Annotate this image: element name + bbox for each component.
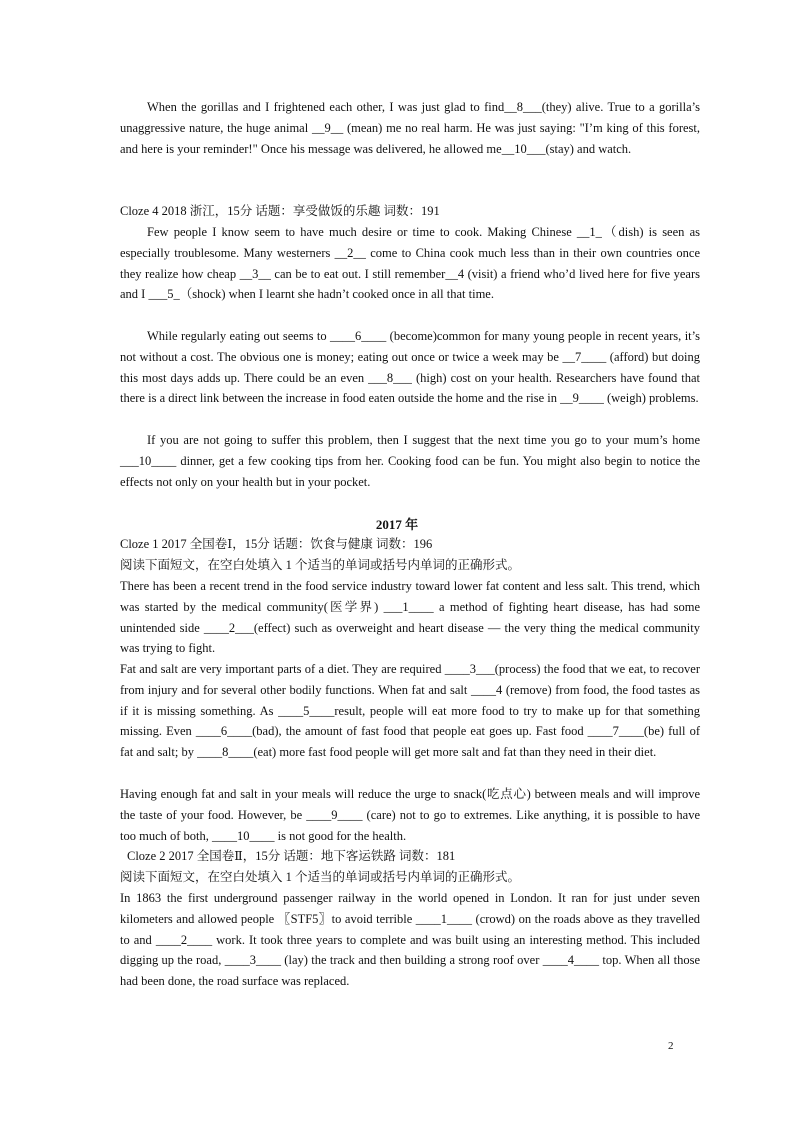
passage-paragraph: Few people I know seem to have much desire or time to cook. Making Chinese __1_（dish) is seen as especially troublesome. Many westerners __2__ come to China cook much less than in their own countries once they realize how cheap __3__ can be to eat out. I still remember__4 (visit) a friend who’d lived here for five years and I ___5_（shock) when I learnt she hadn’t cooked once in all that time. — [120, 225, 700, 302]
passage-paragraph: There has been a recent trend in the food service industry toward lower fat content and less salt. This trend, which was started by the medical community(医学界) ___1____ a method of fighting heart disease, has had some unintended side ____2___(effect) such as overweight and heart disease — the very thing the medical community was trying to fight. — [120, 579, 700, 656]
page-number: 2 — [668, 1040, 674, 1052]
cloze1-heading: Cloze 1 2017 全国卷Ⅰ，15分 话题：饮食与健康 词数：196 — [120, 537, 433, 551]
cloze2-instructions: 阅读下面短文，在空白处填入 1 个适当的单词或括号内单词的正确形式。 — [120, 870, 521, 884]
passage-paragraph: Fat and salt are very important parts of a diet. They are required ____3___(process) the food that we eat, to recover from injury and for several other bodily functions. When fat and salt ____4 (remove) from food, the food tastes as if it is missing something. As ____5____result, people will eat more food to try to make up for that something missing. Even ____6____(bad), the amount of fast food that people eat goes up. Fast food ____7____(be) full of fat and salt; by ____8____(eat) more fast food people will get more salt and fat than they need in their diet. — [120, 662, 700, 760]
passage-paragraph: While regularly eating out seems to ____6____ (become)common for many young people in recent years, it’s not without a cost. The obvious one is money; eating out once or twice a week may be __7____ (afford) but doing this most days adds up. There could be an even ___8___ (high) cost on your health. Researchers have found that there is a direct link between the increase in food eaten outside the home and the rise in __9____ (weigh) problems. — [120, 329, 700, 406]
passage-paragraph: If you are not going to suffer this problem, then I suggest that the next time you go to your mum’s home ___10____ dinner, get a few cooking tips from her. Cooking food can be fun. You might also begin to notice the effects not only on your health but in your pocket. — [120, 433, 700, 489]
year-heading: 2017 年 — [375, 517, 419, 532]
passage-paragraph: Having enough fat and salt in your meals will reduce the urge to snack(吃点心) between meals and will improve the taste of your food. However, be ____9____ (care) not to go to extremes. Like anything, it is possible to have too much of both, ____10____ is not good for the health. — [120, 787, 700, 843]
cloze4-heading: Cloze 4 2018 浙江，15分 话题：享受做饭的乐趣 词数：191 — [120, 204, 440, 218]
passage-paragraph: When the gorillas and I frightened each other, I was just glad to find__8___(they) alive. True to a gorilla’s unaggressive nature, the huge animal __9__ (mean) me no real harm. He was just saying: "I’m king of this forest, and here is your reminder!" Once his message was delivered, he allowed me__10___(stay) and watch. — [120, 100, 700, 156]
cloze2-heading: Cloze 2 2017 全国卷Ⅱ，15分 话题：地下客运铁路 词数：181 — [127, 849, 456, 863]
cloze1-instructions: 阅读下面短文，在空白处填入 1 个适当的单词或括号内单词的正确形式。 — [120, 558, 521, 572]
passage-paragraph: In 1863 the first underground passenger railway in the world opened in London. It ran for just under seven kilometers and allowed people 〖STF5〗to avoid terrible ____1____ (crowd) on the roads above as they travelled to and ____2____ work. It took three years to complete and was built using an interesting method. This included digging up the road, ____3____ (lay) the track and then building a strong roof over ____4____ top. When all those had been done, the road surface was replaced. — [120, 891, 700, 989]
